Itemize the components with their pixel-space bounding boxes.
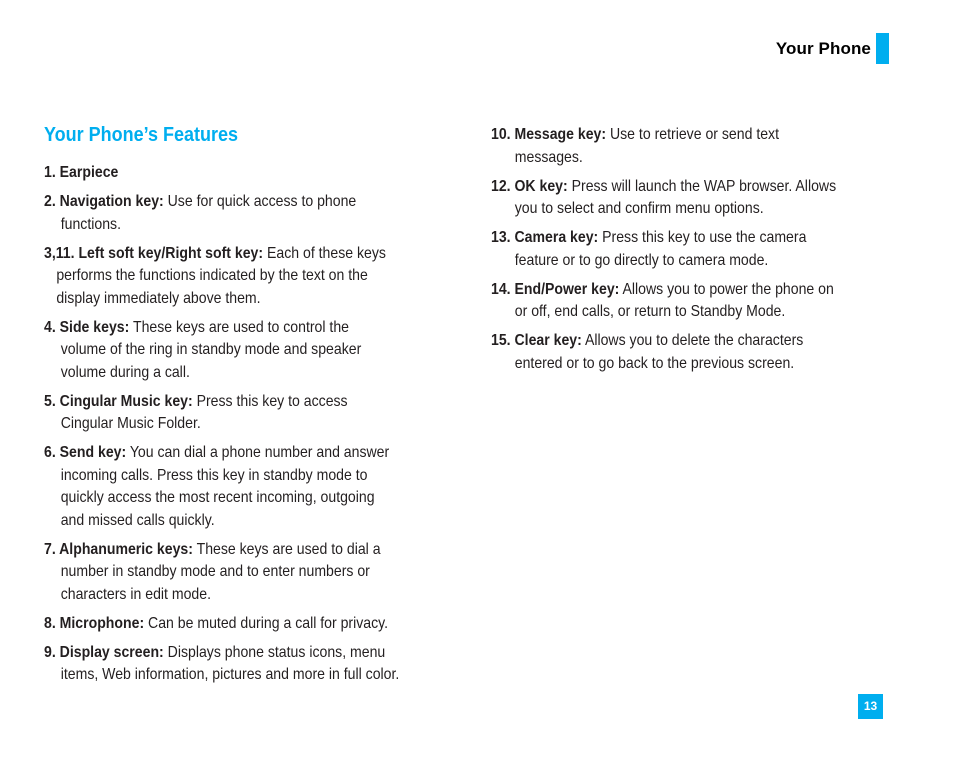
feature-item (44, 391, 431, 436)
feature-description-line: volume during a call. (60, 363, 190, 381)
page-number-badge: 13 (858, 694, 883, 719)
feature-description: Displays phone status icons, menu (163, 643, 386, 661)
feature-description: These keys are used to control the (129, 318, 349, 336)
feature-term: 1. Earpiece (44, 164, 119, 181)
feature-description-line: Cingular Music Folder. (60, 415, 201, 432)
left-column (44, 162, 484, 693)
feature-term: 9. Display screen: (44, 643, 164, 661)
feature-description: Use for quick access to phone (163, 193, 357, 210)
feature-description-line: characters in edit mode. (60, 585, 211, 603)
feature-term: 7. Alphanumeric keys: (44, 540, 193, 558)
feature-description: Can be muted during a call for privacy. (144, 614, 389, 632)
feature-description: Use to retrieve or send text (606, 126, 780, 143)
feature-item (44, 317, 431, 385)
feature-item (44, 539, 431, 607)
feature-term: 5. Cingular Music key: (44, 392, 193, 410)
feature-term: 2. Navigation key: (44, 193, 164, 210)
feature-description: You can dial a phone number and answer (126, 444, 390, 461)
feature-description-line: you to select and confirm menu options. (514, 200, 764, 217)
feature-term: 14. End/Power key: (491, 280, 620, 298)
feature-item (44, 162, 431, 185)
feature-description: Allows you to delete the characters (581, 332, 804, 349)
feature-description-line: incoming calls. Press this key in standby mode to (60, 466, 368, 484)
feature-description: Press this key to use the camera (598, 229, 807, 246)
feature-item (44, 613, 431, 636)
right-column (491, 124, 931, 382)
feature-description-line: items, Web information, pictures and more in full color. (60, 666, 400, 683)
feature-description-line: messages. (514, 148, 583, 166)
page-heading: Your Phone’s Features (44, 124, 239, 146)
feature-term: 13. Camera key: (491, 229, 599, 246)
feature-term: 8. Microphone: (44, 614, 145, 632)
feature-item (44, 191, 431, 236)
feature-description-line: number in standby mode and to enter numbers or (60, 563, 370, 580)
feature-description-line: feature or to go directly to camera mode. (514, 251, 769, 269)
feature-item (491, 176, 878, 221)
feature-description: Allows you to power the phone on (619, 280, 834, 298)
feature-item (44, 243, 431, 311)
section-tab-marker (876, 33, 889, 64)
feature-term: 10. Message key: (491, 126, 607, 143)
feature-description-line: and missed calls quickly. (60, 511, 215, 529)
feature-description: Press this key to access (192, 392, 348, 410)
feature-description-line: functions. (60, 215, 121, 233)
feature-term: 3,11. Left soft key/Right soft key: (44, 244, 264, 262)
feature-term: 6. Send key: (44, 444, 127, 461)
section-title: Your Phone (775, 39, 871, 58)
feature-description-line: performs the functions indicated by the text on the (56, 267, 368, 284)
feature-description: Press will launch the WAP browser. Allows (567, 177, 837, 195)
feature-item (44, 642, 431, 687)
feature-description-line: entered or to go back to the previous screen. (514, 354, 795, 372)
feature-item (491, 124, 878, 169)
feature-term: 4. Side keys: (44, 318, 130, 336)
feature-description-line: quickly access the most recent incoming, outgoing (60, 489, 375, 506)
feature-item (491, 279, 878, 324)
feature-item (44, 442, 431, 532)
feature-description: Each of these keys (263, 244, 386, 262)
feature-description-line: or off, end calls, or return to Standby Mode. (514, 303, 786, 320)
feature-item (491, 330, 878, 375)
feature-term: 12. OK key: (491, 177, 568, 195)
feature-description: These keys are used to dial a (192, 540, 381, 558)
feature-item (491, 227, 878, 272)
feature-term: 15. Clear key: (491, 332, 582, 349)
feature-description-line: volume of the ring in standby mode and speaker (60, 341, 362, 358)
feature-description-line: display immediately above them. (56, 289, 261, 307)
